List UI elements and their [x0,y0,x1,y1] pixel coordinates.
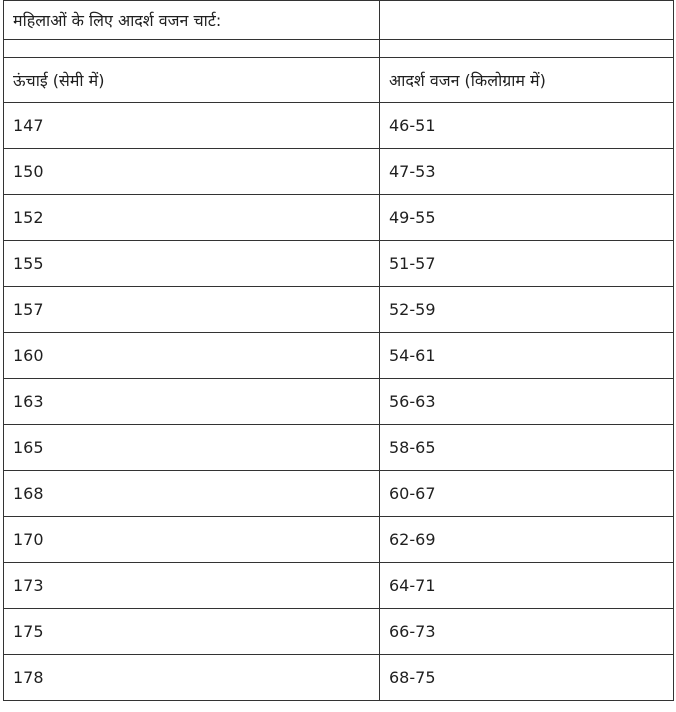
table-row [4,655,674,701]
weight-cell: 68-75 [380,655,674,701]
table-row [4,149,674,195]
height-cell: 147 [4,103,380,149]
weight-cell: 62-69 [380,517,674,563]
weight-cell: 64-71 [380,563,674,609]
table-row [4,287,674,333]
weight-cell: 49-55 [380,195,674,241]
table-row [4,241,674,287]
table-row [4,471,674,517]
height-cell: 178 [4,655,380,701]
table-row [4,379,674,425]
weight-column-header: आदर्श वजन (किलोग्राम में) [380,58,674,103]
height-cell: 175 [4,609,380,655]
weight-cell: 66-73 [380,609,674,655]
ideal-weight-table [3,0,674,701]
weight-cell: 51-57 [380,241,674,287]
table-row [4,103,674,149]
height-cell: 150 [4,149,380,195]
height-column-header: ऊंचाई (सेमी में) [4,58,380,103]
height-cell: 168 [4,471,380,517]
weight-cell: 46-51 [380,103,674,149]
weight-cell: 60-67 [380,471,674,517]
title-row [4,1,674,40]
table-row [4,425,674,471]
spacer-cell [4,40,380,58]
weight-cell: 54-61 [380,333,674,379]
spacer-row [4,40,674,58]
table-title: महिलाओं के लिए आदर्श वजन चार्ट: [4,1,380,40]
table-row [4,333,674,379]
table-row [4,517,674,563]
table-row [4,609,674,655]
height-cell: 163 [4,379,380,425]
weight-cell: 56-63 [380,379,674,425]
height-cell: 155 [4,241,380,287]
spacer-cell [380,40,674,58]
weight-cell: 52-59 [380,287,674,333]
height-cell: 157 [4,287,380,333]
weight-cell: 58-65 [380,425,674,471]
header-row [4,58,674,103]
height-cell: 160 [4,333,380,379]
height-cell: 170 [4,517,380,563]
table-row [4,563,674,609]
height-cell: 173 [4,563,380,609]
height-cell: 165 [4,425,380,471]
height-cell: 152 [4,195,380,241]
table-row [4,195,674,241]
title-empty-cell [380,1,674,40]
weight-cell: 47-53 [380,149,674,195]
